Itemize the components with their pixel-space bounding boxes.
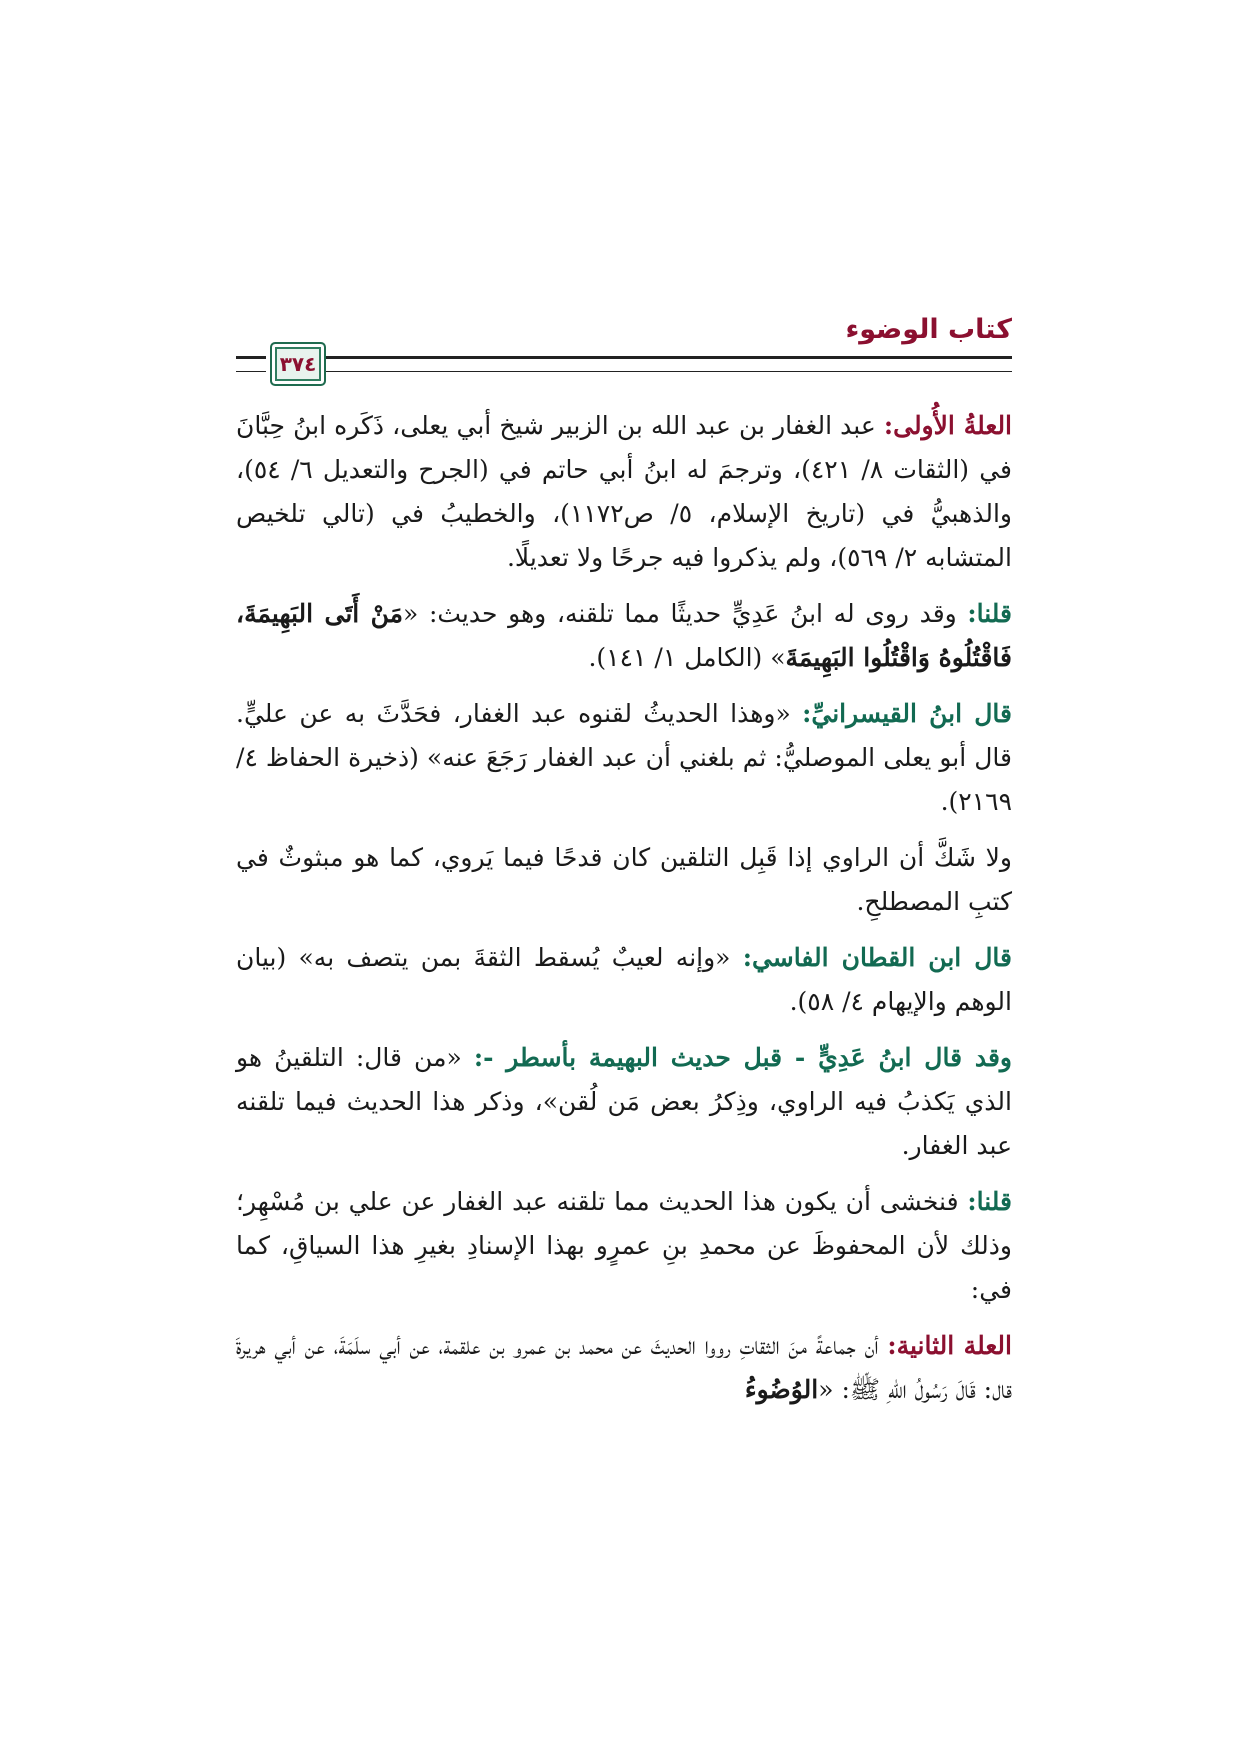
header-rule [326, 356, 1012, 372]
paragraph-ibn-qaysarani [236, 692, 1012, 824]
paragraph-label: قال ابنُ القيسرانيِّ: [802, 699, 1012, 728]
paragraph-ibn-qattan [236, 936, 1012, 1024]
page-number-badge [270, 342, 326, 386]
paragraph-text: «وهذا الحديثُ لقنوه عبد الغفار، فحَدَّثَ به عن عليٍّ. قال أبو يعلى الموصليُّ: ثم بلغني أن عبد الغفار رَجَعَ عنه» (ذخيرة الحفاظ ٤/ ٢١٦٩). [236, 699, 1012, 816]
paragraph-label: قال ابن القطان الفاسي: [742, 943, 1012, 972]
page-number: ٣٧٤ [279, 352, 317, 376]
paragraph-label: وقد قال ابنُ عَدِيٍّ - قبل حديث البهيمة بأسطر -: [473, 1043, 1012, 1072]
paragraph-qulna-second [236, 1180, 1012, 1312]
paragraph-text: أن جماعةً منَ الثقاتِ رووا الحديثَ عن محمد بن عمرو بن علقمة، عن أبي سلَمَةَ، عن أبي هريرةَ قال: قَالَ رَسُولُ اللهِ ﷺ: « [236, 1331, 1012, 1404]
header-rule-short [236, 356, 266, 372]
paragraph-text: «وإنه لعيبٌ يُسقط الثقةَ بمن يتصف به» (بيان الوهم والإيهام ٤/ ٥٨). [236, 943, 1012, 1016]
hadith-quote: الوُضُوءُ [744, 1375, 819, 1404]
paragraph-label: العلةُ الأُولى: [883, 411, 1013, 440]
paragraph-text: «من قال: التلقينُ هو الذي يَكذبُ فيه الراوي، وذِكرُ بعض مَن لُقن»، وذكر هذا الحديث فيما تلقنه عبد الغفار. [236, 1043, 1012, 1160]
hadith-quote: مَنْ أَتَى البَهِيمَةَ، فَاقْتُلُوهُ وَاقْتُلُوا البَهِيمَةَ [236, 599, 1012, 672]
paragraph-label: قلنا: [967, 1187, 1012, 1216]
paragraph-text: وقد روى له ابنُ عَدِيٍّ حديثًا مما تلقنه، وهو حديث: « [403, 599, 968, 628]
paragraph-qulna-first [236, 592, 1012, 680]
page-body [236, 404, 1012, 1424]
paragraph-ibn-adiy [236, 1036, 1012, 1168]
paragraph-label: قلنا: [967, 599, 1012, 628]
paragraph-text: عبد الغفار بن عبد الله بن الزبير شيخ أبي يعلى، ذَكَره ابنُ حِبَّانَ في (الثقات ٨/ ٤٢١)، وترجمَ له ابنُ أبي حاتم في (الجرح والتعديل ٦/ ٥٤)، والذهبيُّ في (تاريخ الإسلام، ٥/ ص١١٧٢)، والخطيبُ في (تالي تلخيص المتشابه ٢/ ٥٦٩)، ولم يذكروا فيه جرحًا ولا تعديلًا. [236, 411, 1013, 572]
paragraph-talqin-note [236, 836, 1012, 924]
paragraph-text: فنخشى أن يكون هذا الحديث مما تلقنه عبد الغفار عن علي بن مُسْهِر؛ وذلك لأن المحفوظَ عن محمدِ بنِ عمرٍو بهذا الإسنادِ بغيرِ هذا السياقِ، كما في: [236, 1187, 1012, 1304]
paragraph-text: » (الكامل ١/ ١٤١). [588, 643, 786, 672]
paragraph-text: ولا شَكَّ أن الراوي إذا قَبِل التلقين كان قدحًا فيما يَروي، كما هو مبثوثٌ في كتبِ المصطلحِ. [236, 843, 1012, 916]
paragraph-label: العلة الثانية: [887, 1331, 1012, 1360]
paragraph-illa-first [236, 404, 1012, 580]
page-header [236, 310, 1012, 388]
book-title: كتاب الوضوء [845, 314, 1012, 345]
paragraph-illa-second [236, 1324, 1012, 1412]
